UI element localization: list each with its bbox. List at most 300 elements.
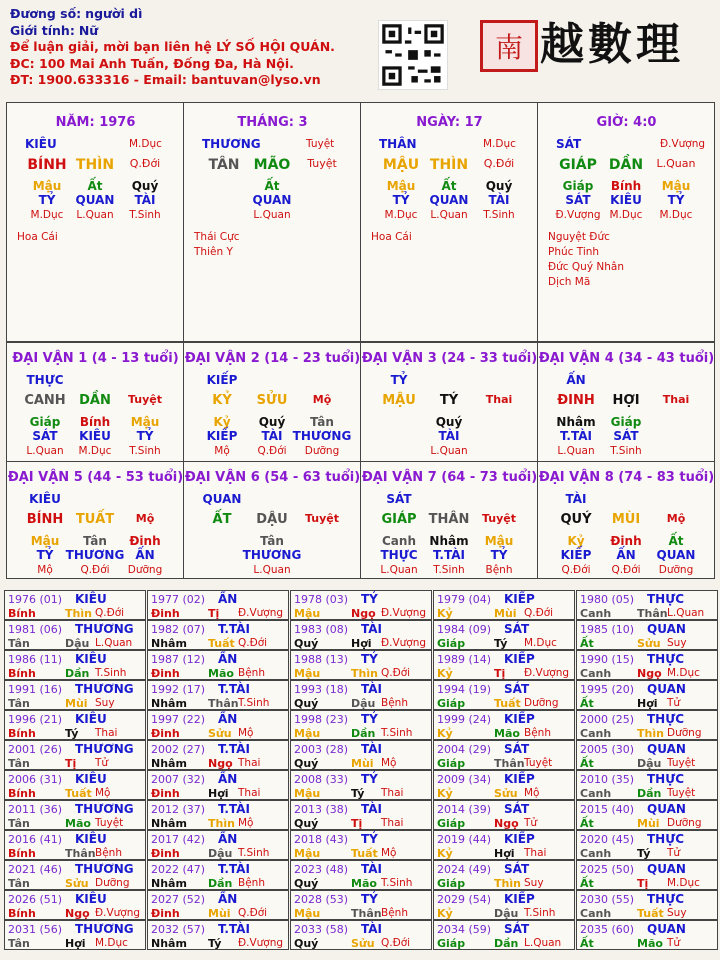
- dai-van-hstage: L.Quan: [253, 564, 291, 576]
- year-stem: Bính: [8, 787, 36, 800]
- dai-van-char: BÍNH: [26, 512, 64, 527]
- year-cell: [147, 620, 289, 650]
- year-cell: [576, 890, 718, 920]
- dai-van-title: ĐẠI VẬN 2 (14 - 23 tuổi): [184, 351, 361, 366]
- year-stage: T.Sinh: [381, 727, 413, 739]
- year-label: 2032 (57): [151, 923, 206, 936]
- dai-van-hidden: Nhâm: [556, 415, 596, 429]
- hidden-stage: M.Dục: [609, 209, 643, 221]
- dai-van-char: TÝ: [439, 393, 459, 408]
- year-stage: Bệnh: [95, 847, 122, 859]
- year-label: 1996 (21): [8, 713, 63, 726]
- year-label: 1979 (04): [437, 593, 492, 606]
- hidden-stem: Ất: [87, 179, 103, 193]
- year-branch: Dần: [65, 667, 90, 680]
- year-cell: [433, 590, 575, 620]
- year-stem: Đinh: [151, 667, 180, 680]
- phone-email-line[interactable]: ĐT: 1900.633316 - Email: bantuvan@lyso.vn: [10, 72, 321, 87]
- year-label: 1993 (18): [294, 683, 349, 696]
- dai-van-hstage: Mộ: [214, 445, 230, 457]
- dai-van-hgod: THƯƠNG: [292, 429, 352, 443]
- year-stage: Dưỡng: [667, 817, 702, 829]
- year-label: 2019 (44): [437, 833, 492, 846]
- pillar-title: NGÀY: 17: [416, 115, 483, 130]
- year-cell: [576, 680, 718, 710]
- year-label: 2021 (46): [8, 863, 63, 876]
- year-label: 1998 (23): [294, 713, 349, 726]
- year-branch: Thìn: [65, 607, 92, 620]
- year-stage: Đ.Vượng: [238, 937, 284, 949]
- year-cell: [576, 590, 718, 620]
- year-god: ẤN: [218, 892, 238, 906]
- header-info: [10, 6, 335, 89]
- year-cell: [433, 800, 575, 830]
- year-stage: Bệnh: [381, 697, 408, 709]
- year-cell: [433, 920, 575, 950]
- year-god: KIẾP: [504, 652, 535, 666]
- year-branch: Thân: [494, 757, 525, 770]
- year-branch: Sửu: [65, 877, 89, 890]
- hidden-god: QUAN: [429, 193, 469, 207]
- dai-van-hidden: Giáp: [610, 415, 642, 429]
- dai-van-char: DẦN: [79, 393, 111, 408]
- dai-van-title: ĐẠI VẬN 8 (74 - 83 tuổi): [538, 470, 715, 485]
- year-god: THỰC: [647, 712, 685, 726]
- year-stem: Đinh: [151, 907, 180, 920]
- year-god: TÀI: [361, 742, 383, 756]
- dai-van-hidden: Đinh: [129, 534, 161, 548]
- year-stage: Tuyệt: [667, 787, 696, 799]
- year-god: SÁT: [504, 742, 530, 756]
- year-branch: Hợi: [65, 937, 86, 950]
- year-stem: Nhâm: [151, 697, 187, 710]
- year-branch: Dần: [208, 877, 233, 890]
- year-branch: Mão: [637, 937, 663, 950]
- year-stage: M.Dục: [667, 667, 700, 679]
- dai-van-hstage: Dưỡng: [127, 564, 163, 576]
- year-stage: Đ.Vượng: [381, 607, 427, 619]
- dai-van-box: [537, 461, 715, 579]
- year-god: QUAN: [647, 802, 686, 816]
- dai-van-hgod: SÁT: [613, 429, 639, 443]
- year-stage: Suy: [524, 877, 544, 889]
- year-label: 1991 (16): [8, 683, 63, 696]
- year-stage: Mộ: [381, 847, 397, 859]
- dai-van-hidden: Mậu: [130, 415, 160, 429]
- year-branch: Ngọ: [208, 757, 233, 770]
- year-branch: Ngọ: [494, 817, 519, 830]
- year-branch: Mùi: [494, 607, 517, 620]
- year-label: 1995 (20): [580, 683, 635, 696]
- year-label: 1992 (17): [151, 683, 206, 696]
- dai-van-god: ẤN: [566, 373, 586, 387]
- year-stem: Canh: [580, 607, 612, 620]
- year-branch: Dần: [351, 727, 376, 740]
- year-stage: Bệnh: [238, 667, 265, 679]
- year-stem: Quý: [294, 637, 319, 650]
- dai-van-hidden: Kỷ: [213, 415, 231, 429]
- year-god: THƯƠNG: [75, 862, 134, 876]
- pillar-god: SÁT: [556, 137, 582, 151]
- year-stage: T.Sinh: [381, 877, 413, 889]
- year-stem: Quý: [294, 817, 319, 830]
- hidden-stem: Ất: [264, 179, 280, 193]
- year-branch: Tị: [208, 607, 220, 620]
- year-label: 2030 (55): [580, 893, 635, 906]
- dai-van-char: Tuyệt: [481, 512, 517, 525]
- dai-van-hstage: Dưỡng: [658, 564, 694, 576]
- year-label: 2017 (42): [151, 833, 206, 846]
- year-god: T.TÀI: [218, 682, 250, 696]
- year-label: 2034 (59): [437, 923, 492, 936]
- year-stem: Tân: [8, 757, 30, 770]
- dai-van-char: HỢI: [612, 393, 640, 408]
- year-god: ẤN: [218, 832, 238, 846]
- shensha-item: Thái Cực: [194, 231, 240, 243]
- year-stage: T.Sinh: [238, 697, 270, 709]
- dai-van-hstage: Q.Đới: [257, 445, 287, 457]
- year-label: 2035 (60): [580, 923, 635, 936]
- year-label: 2009 (34): [437, 773, 492, 786]
- hidden-stage: M.Dục: [384, 209, 418, 221]
- hidden-stage: M.Dục: [30, 209, 64, 221]
- year-god: KIÊU: [75, 592, 107, 606]
- year-stage: Tuyệt: [667, 757, 696, 769]
- dai-van-hstage: T.Sinh: [129, 445, 161, 457]
- dai-van-hgod: T.TÀI: [560, 429, 592, 443]
- year-stem: Mậu: [294, 907, 321, 920]
- year-branch: Ngọ: [65, 907, 90, 920]
- year-cell: [576, 740, 718, 770]
- year-cell: [147, 590, 289, 620]
- year-branch: Mùi: [208, 907, 231, 920]
- year-cell: [290, 770, 432, 800]
- hidden-god: QUAN: [252, 193, 292, 207]
- hidden-stem: Bính: [610, 179, 642, 193]
- dai-van-hidden: Quý: [435, 415, 463, 429]
- pillar-god: THƯƠNG: [202, 137, 261, 151]
- year-god: SÁT: [504, 622, 530, 636]
- dai-van-hgod: TỶ: [36, 548, 54, 562]
- dai-van-char: Tuyệt: [127, 393, 163, 406]
- year-stem: Quý: [294, 697, 319, 710]
- dai-van-title: ĐẠI VẬN 7 (64 - 73 tuổi): [361, 470, 538, 485]
- dai-van-hgod: TỶ: [490, 548, 508, 562]
- year-stem: Tân: [8, 937, 30, 950]
- year-cell: [433, 860, 575, 890]
- pillar-char: DẦN: [608, 157, 644, 173]
- year-stage: Đ.Vượng: [524, 667, 570, 679]
- year-stem: Đinh: [151, 787, 180, 800]
- dai-van-char: Mộ: [312, 393, 332, 406]
- year-label: 1977 (02): [151, 593, 206, 606]
- year-cell: [290, 860, 432, 890]
- year-cell: [290, 830, 432, 860]
- year-branch: Hợi: [351, 637, 372, 650]
- dai-van-char: Mộ: [135, 512, 155, 525]
- pillar-box: [183, 102, 361, 342]
- owner-label: Đương số:: [10, 6, 82, 21]
- year-stage: Bệnh: [381, 907, 408, 919]
- dai-van-char: Thai: [485, 393, 513, 406]
- year-cell: [433, 830, 575, 860]
- year-label: 1990 (15): [580, 653, 635, 666]
- year-god: T.TÀI: [218, 742, 250, 756]
- dai-van-hgod: TÀI: [261, 429, 283, 443]
- year-stem: Tân: [8, 817, 30, 830]
- dai-van-hgod: ẤN: [616, 548, 636, 562]
- shensha-item: Hoa Cái: [371, 231, 412, 243]
- shensha-item: Đức Quý Nhân: [548, 261, 624, 273]
- year-god: THƯƠNG: [75, 742, 134, 756]
- year-label: 2006 (31): [8, 773, 63, 786]
- year-stage: Q.Đới: [381, 667, 411, 679]
- year-stem: Giáp: [437, 877, 466, 890]
- year-branch: Sửu: [351, 937, 375, 950]
- year-stage: Suy: [667, 907, 687, 919]
- pillar-char: Q.Đới: [483, 157, 515, 170]
- year-cell: [290, 920, 432, 950]
- year-stage: Tử: [95, 757, 109, 769]
- year-label: 1988 (13): [294, 653, 349, 666]
- year-stem: Ất: [580, 697, 594, 710]
- year-label: 1985 (10): [580, 623, 635, 636]
- dai-van-hstage: T.Sinh: [433, 564, 465, 576]
- hidden-stage: Đ.Vượng: [555, 209, 601, 221]
- year-cell: [576, 830, 718, 860]
- dai-van-char: CANH: [24, 393, 66, 408]
- year-stem: Canh: [580, 787, 612, 800]
- year-label: 2028 (53): [294, 893, 349, 906]
- year-label: 2012 (37): [151, 803, 206, 816]
- dai-van-hstage: M.Dục: [78, 445, 112, 457]
- dai-van-hidden: Nhâm: [429, 534, 469, 548]
- year-god: T.TÀI: [218, 862, 250, 876]
- year-cell: [4, 890, 146, 920]
- year-label: 2002 (27): [151, 743, 206, 756]
- hidden-stem: Giáp: [562, 179, 594, 193]
- year-stem: Ất: [580, 937, 594, 950]
- year-branch: Tị: [65, 757, 77, 770]
- year-branch: Tị: [351, 817, 363, 830]
- year-god: ẤN: [218, 772, 238, 786]
- year-god: SÁT: [504, 922, 530, 936]
- hidden-god: SÁT: [565, 193, 591, 207]
- year-label: 2010 (35): [580, 773, 635, 786]
- dai-van-hstage: Dưỡng: [304, 445, 340, 457]
- year-stage: Mộ: [238, 817, 254, 829]
- hidden-stem: Mậu: [661, 179, 691, 193]
- pillar-title: THÁNG: 3: [237, 115, 308, 130]
- dai-van-char: DẬU: [256, 512, 288, 527]
- dai-van-box: [360, 461, 538, 579]
- year-branch: Mùi: [351, 757, 374, 770]
- dai-van-god: KIÊU: [29, 492, 61, 506]
- year-label: 2005 (30): [580, 743, 635, 756]
- year-label: 1999 (24): [437, 713, 492, 726]
- dai-van-hstage: L.Quan: [430, 445, 468, 457]
- year-label: 2001 (26): [8, 743, 63, 756]
- year-branch: Mão: [494, 727, 520, 740]
- year-stem: Quý: [294, 877, 319, 890]
- year-branch: Thìn: [208, 817, 235, 830]
- year-stem: Ất: [580, 757, 594, 770]
- year-stem: Tân: [8, 877, 30, 890]
- year-branch: Thìn: [351, 667, 378, 680]
- dai-van-char: Mộ: [666, 512, 686, 525]
- pillar-char: THÌN: [429, 157, 469, 173]
- year-stage: T.Sinh: [95, 667, 127, 679]
- year-god: TỶ: [361, 892, 378, 906]
- year-cell: [4, 620, 146, 650]
- year-branch: Tuất: [637, 907, 664, 920]
- hidden-stem: Ất: [441, 179, 457, 193]
- year-label: 1976 (01): [8, 593, 63, 606]
- dai-van-hidden: Canh: [382, 534, 416, 548]
- dai-van-god: THỰC: [26, 373, 64, 387]
- pillar-stage: M.Dục: [483, 138, 516, 150]
- year-cell: [4, 800, 146, 830]
- pillar-char: L.Quan: [656, 157, 696, 170]
- year-stem: Nhâm: [151, 637, 187, 650]
- year-stem: Bính: [8, 847, 36, 860]
- year-branch: Hợi: [208, 787, 229, 800]
- year-cell: [4, 740, 146, 770]
- year-cell: [4, 920, 146, 950]
- year-branch: Thân: [208, 697, 239, 710]
- dai-van-char: MẬU: [382, 393, 416, 408]
- year-stage: Q.Đới: [95, 607, 125, 619]
- year-stage: Q.Đới: [238, 907, 268, 919]
- year-branch: Dậu: [637, 757, 662, 770]
- pillar-stage: Đ.Vượng: [660, 138, 706, 150]
- year-cell: [433, 620, 575, 650]
- year-god: SÁT: [504, 682, 530, 696]
- year-branch: Dần: [494, 937, 519, 950]
- year-branch: Thân: [351, 907, 382, 920]
- pillar-char: TÂN: [208, 157, 240, 173]
- dai-van-box: [183, 461, 361, 579]
- year-cell: [576, 770, 718, 800]
- shensha-item: Hoa Cái: [17, 231, 58, 243]
- dai-van-char: ẤT: [212, 512, 232, 527]
- year-god: KIÊU: [75, 772, 107, 786]
- brand-logo: 越數理: [540, 19, 684, 70]
- year-label: 2024 (49): [437, 863, 492, 876]
- year-god: QUAN: [647, 622, 686, 636]
- year-god: THƯƠNG: [75, 682, 134, 696]
- year-stage: Tử: [667, 937, 681, 949]
- year-cell: [433, 650, 575, 680]
- year-branch: Tị: [494, 667, 506, 680]
- dai-van-char: MÙI: [611, 512, 641, 527]
- dai-van-title: ĐẠI VẬN 6 (54 - 63 tuổi): [184, 470, 361, 485]
- year-stage: Suy: [95, 697, 115, 709]
- pillar-char: BÍNH: [27, 157, 67, 173]
- year-stage: Tử: [524, 817, 538, 829]
- year-cell: [290, 680, 432, 710]
- year-stem: Ất: [580, 877, 594, 890]
- year-label: 2033 (58): [294, 923, 349, 936]
- shensha-item: Thiên Y: [194, 246, 233, 258]
- year-stem: Canh: [580, 907, 612, 920]
- dai-van-hidden: Đinh: [610, 534, 642, 548]
- year-stem: Mậu: [294, 787, 321, 800]
- year-stage: Bệnh: [238, 877, 265, 889]
- year-branch: Sửu: [494, 787, 518, 800]
- pillar-god: THÂN: [379, 137, 417, 151]
- year-branch: Dậu: [351, 697, 376, 710]
- year-stem: Kỷ: [437, 907, 453, 920]
- dai-van-god: KIẾP: [206, 373, 238, 387]
- year-god: TÀI: [361, 682, 383, 696]
- year-stage: Thai: [95, 727, 118, 739]
- year-cell: [433, 890, 575, 920]
- year-stem: Nhâm: [151, 757, 187, 770]
- year-stage: Mộ: [524, 787, 540, 799]
- dai-van-hidden: Tân: [310, 415, 334, 429]
- year-god: KIÊU: [75, 712, 107, 726]
- year-god: KIẾP: [504, 772, 535, 786]
- year-branch: Tuất: [65, 787, 92, 800]
- year-stage: L.Quan: [667, 607, 705, 619]
- year-god: THƯƠNG: [75, 802, 134, 816]
- year-god: THỰC: [647, 592, 685, 606]
- year-branch: Sửu: [208, 727, 232, 740]
- year-stem: Mậu: [294, 667, 321, 680]
- year-stem: Nhâm: [151, 937, 187, 950]
- year-branch: Dậu: [494, 907, 519, 920]
- year-stage: Thai: [524, 847, 547, 859]
- hidden-stage: M.Dục: [659, 209, 693, 221]
- dai-van-char: QUÝ: [560, 512, 592, 527]
- year-label: 2004 (29): [437, 743, 492, 756]
- year-cell: [576, 920, 718, 950]
- year-stem: Bính: [8, 727, 36, 740]
- year-label: 2007 (32): [151, 773, 206, 786]
- year-branch: Thân: [65, 847, 96, 860]
- year-label: 2025 (50): [580, 863, 635, 876]
- pillar-box: [6, 102, 184, 342]
- year-god: ẤN: [218, 592, 238, 606]
- dai-van-title: ĐẠI VẬN 3 (24 - 33 tuổi): [361, 351, 538, 366]
- year-label: 2026 (51): [8, 893, 63, 906]
- year-god: TỶ: [361, 592, 378, 606]
- year-stem: Mậu: [294, 847, 321, 860]
- hidden-stem: Mậu: [32, 179, 62, 193]
- year-label: 2031 (56): [8, 923, 63, 936]
- year-god: SÁT: [504, 862, 530, 876]
- year-stage: Mộ: [238, 727, 254, 739]
- year-branch: Mùi: [637, 817, 660, 830]
- year-stage: Q.Đới: [238, 637, 268, 649]
- year-stage: Thai: [238, 787, 261, 799]
- year-cell: [147, 860, 289, 890]
- year-branch: Tị: [637, 877, 649, 890]
- dai-van-hidden: Tân: [83, 534, 107, 548]
- year-branch: Tuất: [351, 847, 378, 860]
- dai-van-box: [6, 342, 184, 462]
- dai-van-hgod: SÁT: [32, 429, 58, 443]
- year-god: QUAN: [647, 922, 686, 936]
- year-stem: Đinh: [151, 727, 180, 740]
- dai-van-hgod: THƯƠNG: [65, 548, 125, 562]
- year-cell: [147, 770, 289, 800]
- year-cell: [433, 680, 575, 710]
- hidden-god: TỶ: [392, 193, 410, 207]
- dai-van-hgod: THƯƠNG: [242, 548, 302, 562]
- hidden-stage: L.Quan: [430, 209, 468, 221]
